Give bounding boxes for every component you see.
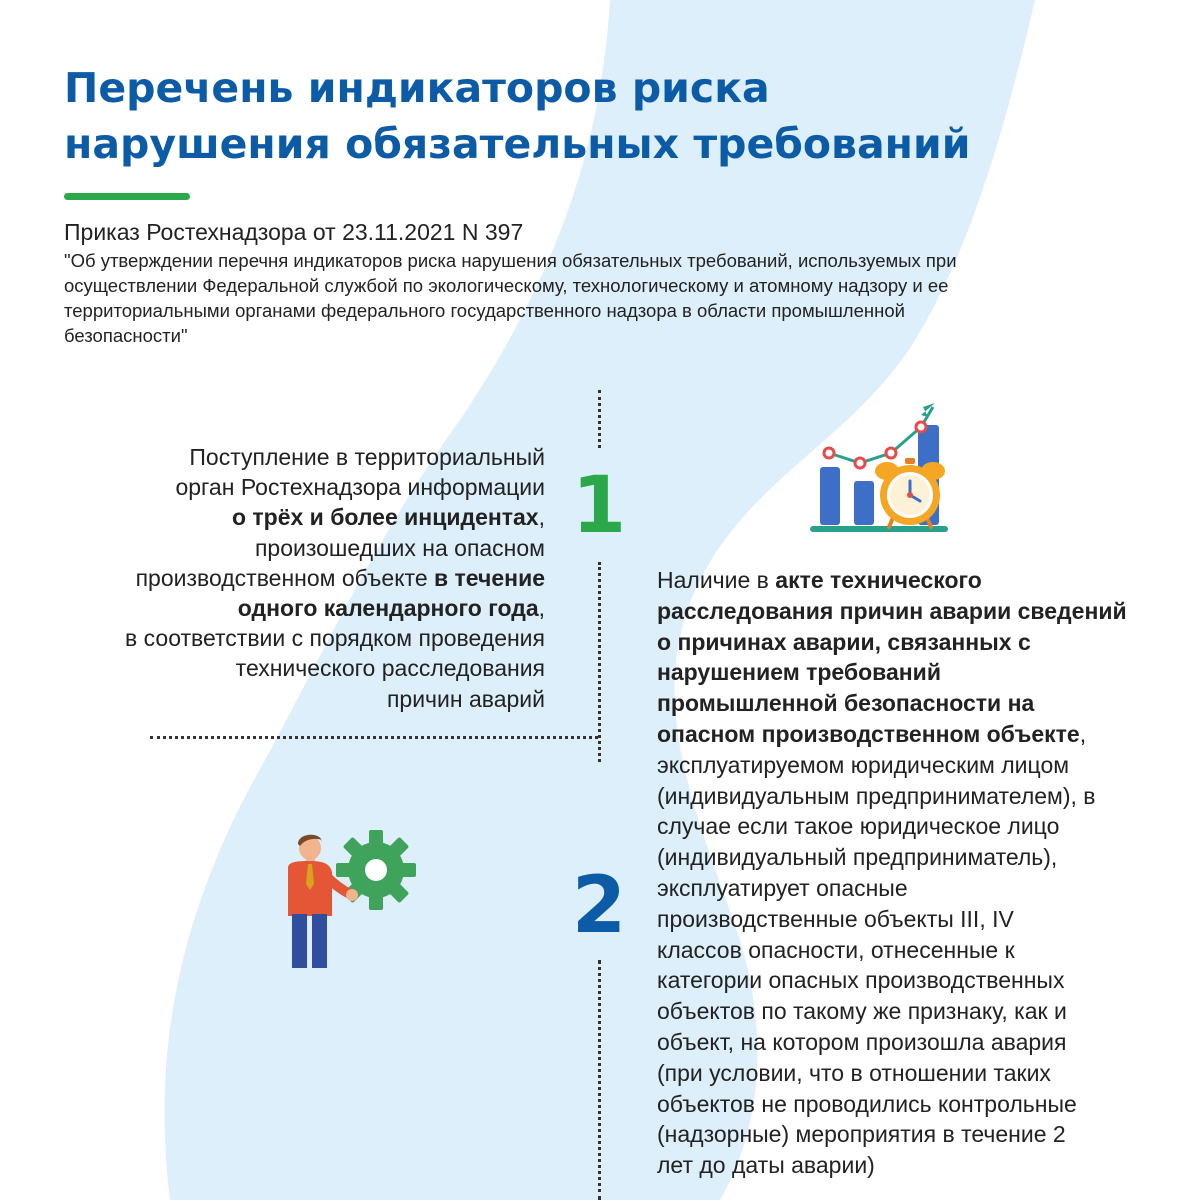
indicator-2-line: объект, на котором произошла авария xyxy=(657,1028,1067,1055)
divider-horizontal xyxy=(150,736,598,739)
document-reference: Приказ Ростехнадзора от 23.11.2021 N 397 xyxy=(64,219,524,245)
title-line-2: нарушения обязательных требований xyxy=(64,120,971,168)
indicator-1-line: технического расследования xyxy=(235,655,545,682)
document-description xyxy=(64,248,1154,348)
person-with-gear-icon xyxy=(270,828,420,973)
description-line: осуществлении Федеральной службой по экологическому, технологическому и атомному надзору и ее xyxy=(64,275,949,296)
indicator-2-line: (надзорные) мероприятия в течение 2 xyxy=(657,1121,1066,1148)
divider-vertical-top xyxy=(598,390,601,448)
indicator-1-line: Поступление в территориальный xyxy=(189,444,545,470)
indicator-2-line: объектов по такому же признаку, как и xyxy=(657,998,1067,1025)
indicator-1-line: причин аварий xyxy=(386,685,545,712)
description-line: "Об утверждении перечня индикаторов риска нарушения обязательных требований, используемых при xyxy=(64,250,957,271)
indicator-2-line: лет до даты аварии) xyxy=(657,1152,875,1179)
indicator-2-line: (при условии, что в отношении таких xyxy=(657,1059,1051,1086)
indicator-2-line: классов опасности, отнесенные к xyxy=(657,936,1015,963)
indicator-1-line: в соответствии с порядком проведения xyxy=(125,625,545,652)
indicator-1-line: о трёх и более инцидентах, xyxy=(231,504,545,531)
divider-vertical-middle xyxy=(598,562,601,762)
title-underline xyxy=(64,193,190,200)
indicator-2-line: расследования причин аварии сведений xyxy=(657,597,1127,624)
page-title xyxy=(64,60,1144,172)
description-line: безопасности" xyxy=(64,325,188,346)
indicator-2-line: объектов не проводились контрольные xyxy=(657,1090,1077,1117)
indicator-2-line: (индивидуальным предпринимателем), в xyxy=(657,782,1096,809)
indicator-2-line: (индивидуальный предприниматель), xyxy=(657,844,1058,871)
indicator-1-line: производственном объекте в течение xyxy=(135,564,545,591)
indicator-2-line: случае если такое юридическое лицо xyxy=(657,813,1060,840)
indicator-2-line: Наличие в акте технического xyxy=(657,567,982,593)
indicator-1-line: орган Ростехнадзора информации xyxy=(175,474,545,501)
indicator-1-text xyxy=(40,442,545,714)
indicator-2-line: эксплуатируемом юридическим лицом xyxy=(657,751,1070,778)
indicator-2-line: о причинах аварии, связанных с xyxy=(657,628,1031,655)
indicator-2-line: промышленной безопасности на xyxy=(657,690,1035,717)
indicator-2-line: опасном производственном объекте, xyxy=(657,720,1087,747)
indicator-1-line: произошедших на опасном xyxy=(254,534,545,561)
indicator-2-text xyxy=(657,565,1177,1181)
indicator-2-line: категории опасных производственных xyxy=(657,967,1065,994)
indicator-2-line: производственные объекты III, IV xyxy=(657,905,1014,932)
description-line: территориальными органами федерального государственного надзора в области промышленной xyxy=(64,300,905,321)
indicator-2-line: нарушением требований xyxy=(657,659,941,686)
indicator-1-line: одного календарного года, xyxy=(237,595,545,622)
indicator-number-1: 1 xyxy=(571,461,627,551)
indicator-2-line: эксплуатирует опасные xyxy=(657,874,908,901)
growth-chart-with-alarm-clock-icon xyxy=(805,395,955,540)
indicator-number-2: 2 xyxy=(571,861,627,951)
divider-vertical-bottom xyxy=(598,960,601,1200)
title-line-1: Перечень индикаторов риска xyxy=(64,64,770,112)
